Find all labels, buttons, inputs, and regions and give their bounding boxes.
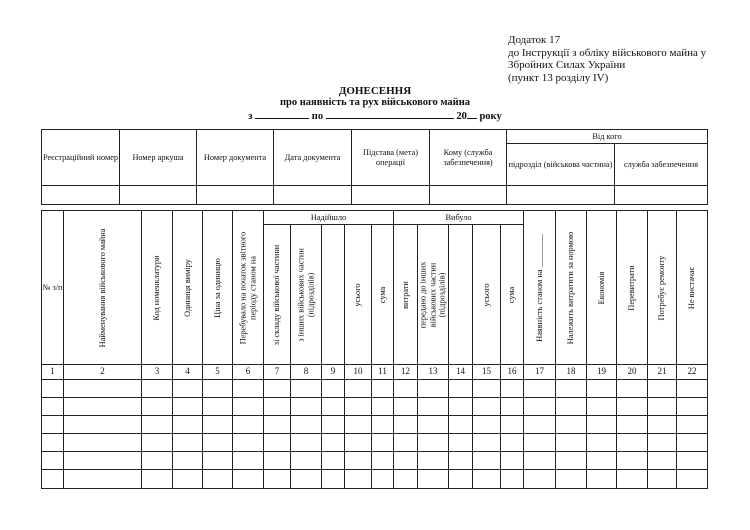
entry-cell[interactable]: [372, 380, 394, 398]
entry-cell[interactable]: [394, 434, 418, 452]
entry-cell[interactable]: [372, 398, 394, 416]
entry-cell[interactable]: [587, 452, 617, 470]
entry-cell[interactable]: [524, 380, 556, 398]
header-unit-price: Ціна за одиницю: [203, 211, 233, 365]
entry-cell[interactable]: [524, 398, 556, 416]
entry-cell[interactable]: [233, 380, 264, 398]
header-property-name: [64, 211, 142, 365]
entry-cell[interactable]: [322, 452, 345, 470]
entry-cell[interactable]: [173, 380, 203, 398]
column-number: 9: [322, 365, 345, 380]
entry-cell[interactable]: [203, 470, 233, 489]
header-norm-expense: Належить витратити за нормою: [556, 211, 587, 365]
column-number: 21: [648, 365, 677, 380]
header-disposed-expense: витрати: [394, 225, 418, 365]
column-number: 5: [203, 365, 233, 380]
column-number: 3: [142, 365, 173, 380]
entry-cell[interactable]: [617, 416, 648, 434]
table-row: [42, 398, 708, 416]
entry-cell[interactable]: [418, 380, 449, 398]
header-disposed-total: усього: [473, 225, 501, 365]
entry-cell[interactable]: [394, 398, 418, 416]
entry-cell[interactable]: [345, 452, 372, 470]
column-number: 8: [291, 365, 322, 380]
entry-cell[interactable]: [677, 470, 708, 489]
header-to-whom: Кому (служба забезпечення): [430, 130, 507, 186]
appendix-line-1: Додаток 17: [508, 34, 561, 46]
entry-cell[interactable]: [264, 416, 291, 434]
column-number: 6: [233, 365, 264, 380]
header-received-other: з інших військових частин (підрозділів): [291, 225, 322, 365]
entry-cell[interactable]: [501, 380, 524, 398]
entry-cell[interactable]: [64, 452, 142, 470]
entry-cell[interactable]: [233, 398, 264, 416]
entry-cell[interactable]: [173, 470, 203, 489]
entry-cell[interactable]: [203, 398, 233, 416]
entry-cell[interactable]: [556, 452, 587, 470]
entry-cell[interactable]: [264, 434, 291, 452]
header-opening-balance: Перебувало на початок звітного періоду станом на: [233, 211, 264, 365]
column-number: 4: [173, 365, 203, 380]
document-table: [41, 129, 708, 205]
entry-cell[interactable]: [345, 434, 372, 452]
entry-cell[interactable]: [203, 452, 233, 470]
header-from-service: служба забезпечення: [615, 144, 708, 186]
entry-cell[interactable]: [648, 470, 677, 489]
entry-cell[interactable]: [322, 398, 345, 416]
entry-cell[interactable]: [264, 452, 291, 470]
column-number: 11: [372, 365, 394, 380]
header-balance-as-of: Наявність станом на ________: [524, 211, 556, 365]
appendix-line-4: (пункт 13 розділу IV): [508, 71, 609, 84]
entry-cell[interactable]: [142, 416, 173, 434]
entry-cell[interactable]: [173, 398, 203, 416]
entry-cell[interactable]: [648, 416, 677, 434]
report-period: [0, 109, 750, 123]
document-entry-row: [42, 186, 708, 205]
entry-cell[interactable]: [142, 470, 173, 489]
entry-cell[interactable]: [322, 416, 345, 434]
entry-cell[interactable]: [449, 380, 473, 398]
entry-cell[interactable]: [587, 380, 617, 398]
entry-cell[interactable]: [345, 416, 372, 434]
period-from-label: з: [248, 111, 253, 122]
header-document-number: Номер документа: [197, 130, 274, 186]
header-registration-number: Реєстраційний номер: [42, 130, 120, 186]
entry-cell[interactable]: [173, 452, 203, 470]
header-from-unit: підрозділ (військова частина): [507, 144, 615, 186]
entry-cell[interactable]: [587, 434, 617, 452]
entry-cell[interactable]: [120, 186, 197, 205]
entry-cell[interactable]: [233, 452, 264, 470]
entry-cell[interactable]: [42, 416, 64, 434]
column-number: 10: [345, 365, 372, 380]
entry-cell[interactable]: [394, 452, 418, 470]
entry-cell[interactable]: [473, 434, 501, 452]
entry-cell[interactable]: [617, 470, 648, 489]
entry-cell[interactable]: [617, 398, 648, 416]
entry-cell[interactable]: [648, 452, 677, 470]
entry-cell[interactable]: [648, 398, 677, 416]
entry-cell[interactable]: [556, 398, 587, 416]
column-number: 14: [449, 365, 473, 380]
entry-cell[interactable]: [418, 416, 449, 434]
entry-cell[interactable]: [173, 416, 203, 434]
entry-cell[interactable]: [617, 452, 648, 470]
entry-cell[interactable]: [42, 452, 64, 470]
entry-cell[interactable]: [418, 398, 449, 416]
entry-cell[interactable]: [142, 434, 173, 452]
entry-cell[interactable]: [677, 416, 708, 434]
entry-cell[interactable]: [587, 398, 617, 416]
entry-cell[interactable]: [473, 380, 501, 398]
header-document-date: Дата документа: [274, 130, 352, 186]
table-row: [42, 452, 708, 470]
period-from-blank: [255, 109, 309, 119]
report-title: [0, 85, 750, 123]
entry-cell[interactable]: [42, 398, 64, 416]
entry-cell[interactable]: [449, 416, 473, 434]
entry-cell[interactable]: [507, 186, 615, 205]
entry-cell[interactable]: [203, 380, 233, 398]
entry-cell[interactable]: [274, 186, 352, 205]
entry-cell[interactable]: [501, 398, 524, 416]
header-received-sum: сума: [372, 225, 394, 365]
entry-cell[interactable]: [449, 398, 473, 416]
appendix-note: [508, 34, 706, 84]
column-number: 1: [42, 365, 64, 380]
entry-cell[interactable]: [142, 380, 173, 398]
entry-cell[interactable]: [501, 416, 524, 434]
entry-cell[interactable]: [291, 416, 322, 434]
entry-cell[interactable]: [372, 434, 394, 452]
entry-cell[interactable]: [203, 416, 233, 434]
entry-cell[interactable]: [501, 470, 524, 489]
entry-cell[interactable]: [291, 470, 322, 489]
header-savings: Економія: [587, 211, 617, 365]
table-row: [42, 434, 708, 452]
header-nomenclature-code: Код номенклатури: [142, 211, 173, 365]
column-number: 15: [473, 365, 501, 380]
header-sheet-number: Номер аркуша: [120, 130, 197, 186]
header-received-total: усього: [345, 225, 372, 365]
entry-cell[interactable]: [648, 434, 677, 452]
entry-cell[interactable]: [524, 416, 556, 434]
table-row: [42, 416, 708, 434]
entry-cell[interactable]: [142, 452, 173, 470]
entry-cell[interactable]: [524, 452, 556, 470]
appendix-line-3: Збройних Силах України: [508, 59, 626, 72]
appendix-line-2: до Інструкції з обліку військового майна у: [508, 46, 707, 59]
entry-cell[interactable]: [677, 380, 708, 398]
entry-cell[interactable]: [291, 452, 322, 470]
entry-cell[interactable]: [394, 470, 418, 489]
entry-cell[interactable]: [418, 434, 449, 452]
column-number-row: [42, 365, 708, 380]
column-number: 16: [501, 365, 524, 380]
period-year-blank: [467, 109, 477, 119]
table-row: [42, 380, 708, 398]
entry-cell[interactable]: [501, 452, 524, 470]
entry-cell[interactable]: [322, 470, 345, 489]
header-property-name-text: Найменування військового майна: [97, 228, 107, 347]
column-number: 13: [418, 365, 449, 380]
header-shortage: Не вистачає: [677, 211, 708, 365]
report-title-main: ДОНЕСЕННЯ: [338, 85, 412, 97]
header-row-number: № з/п: [42, 211, 64, 365]
entry-cell[interactable]: [142, 398, 173, 416]
entry-cell[interactable]: [430, 186, 507, 205]
entry-cell[interactable]: [449, 470, 473, 489]
entry-cell[interactable]: [587, 470, 617, 489]
entry-cell[interactable]: [42, 186, 120, 205]
entry-cell[interactable]: [556, 434, 587, 452]
header-disposed-group: Вибуло: [394, 211, 524, 225]
entry-cell[interactable]: [473, 398, 501, 416]
header-unit-of-measure: Одиниця виміру: [173, 211, 203, 365]
entry-cell[interactable]: [473, 416, 501, 434]
entry-cell[interactable]: [352, 186, 430, 205]
entry-cell[interactable]: [372, 416, 394, 434]
entry-cell[interactable]: [372, 470, 394, 489]
entry-cell[interactable]: [291, 380, 322, 398]
entry-cell[interactable]: [64, 434, 142, 452]
report-title-subtitle: про наявність та рух військового майна: [279, 97, 471, 108]
column-number: 12: [394, 365, 418, 380]
column-number: 2: [64, 365, 142, 380]
entry-cell[interactable]: [556, 380, 587, 398]
entry-cell[interactable]: [345, 398, 372, 416]
entry-cell[interactable]: [173, 434, 203, 452]
header-from-whom: Від кого: [507, 130, 708, 144]
entry-cell[interactable]: [648, 380, 677, 398]
entry-cell[interactable]: [291, 434, 322, 452]
column-number: 17: [524, 365, 556, 380]
entry-cell[interactable]: [64, 398, 142, 416]
column-number: 20: [617, 365, 648, 380]
entry-cell[interactable]: [677, 452, 708, 470]
property-table: [41, 210, 708, 489]
entry-cell[interactable]: [394, 416, 418, 434]
table-row: [42, 470, 708, 489]
entry-cell[interactable]: [524, 434, 556, 452]
entry-cell[interactable]: [233, 416, 264, 434]
entry-cell[interactable]: [264, 380, 291, 398]
header-needs-repair: Потребує ремонту: [648, 211, 677, 365]
entry-cell[interactable]: [615, 186, 708, 205]
entry-cell[interactable]: [345, 470, 372, 489]
header-received-own: зі складу військової частини: [264, 225, 291, 365]
entry-cell[interactable]: [372, 452, 394, 470]
entry-cell[interactable]: [677, 434, 708, 452]
entry-cell[interactable]: [203, 434, 233, 452]
entry-cell[interactable]: [264, 470, 291, 489]
entry-cell[interactable]: [233, 434, 264, 452]
column-number: 18: [556, 365, 587, 380]
entry-cell[interactable]: [449, 434, 473, 452]
header-disposed-sum: сума: [501, 225, 524, 365]
entry-cell[interactable]: [291, 398, 322, 416]
entry-cell[interactable]: [418, 452, 449, 470]
entry-cell[interactable]: [64, 416, 142, 434]
header-overspending: Перевитрати: [617, 211, 648, 365]
entry-cell[interactable]: [42, 434, 64, 452]
entry-cell[interactable]: [64, 470, 142, 489]
entry-cell[interactable]: [197, 186, 274, 205]
column-number: 19: [587, 365, 617, 380]
period-to-blank: [326, 109, 454, 119]
entry-cell[interactable]: [473, 452, 501, 470]
entry-cell[interactable]: [449, 452, 473, 470]
entry-cell[interactable]: [524, 470, 556, 489]
entry-cell[interactable]: [556, 416, 587, 434]
entry-cell[interactable]: [322, 380, 345, 398]
period-to-label: по: [311, 111, 324, 122]
column-number: 7: [264, 365, 291, 380]
header-received-empty: [322, 225, 345, 365]
header-disposed-transferred: передано до інших військових частин (підрозділів): [418, 225, 449, 365]
period-year-prefix: 20: [456, 111, 467, 122]
period-year-suffix: року: [479, 111, 502, 122]
column-number: 22: [677, 365, 708, 380]
entry-cell[interactable]: [322, 434, 345, 452]
entry-cell[interactable]: [418, 470, 449, 489]
entry-cell[interactable]: [264, 398, 291, 416]
entry-cell[interactable]: [617, 380, 648, 398]
entry-cell[interactable]: [587, 416, 617, 434]
header-disposed-empty: [449, 225, 473, 365]
entry-cell[interactable]: [233, 470, 264, 489]
entry-cell[interactable]: [677, 398, 708, 416]
entry-cell[interactable]: [617, 434, 648, 452]
entry-cell[interactable]: [501, 434, 524, 452]
entry-cell[interactable]: [473, 470, 501, 489]
entry-cell[interactable]: [64, 380, 142, 398]
entry-cell[interactable]: [394, 380, 418, 398]
header-received-group: Надійшло: [264, 211, 394, 225]
entry-cell[interactable]: [345, 380, 372, 398]
header-operation-basis: Підстава (мета) операції: [352, 130, 430, 186]
entry-cell[interactable]: [42, 380, 64, 398]
entry-cell[interactable]: [42, 470, 64, 489]
entry-cell[interactable]: [556, 470, 587, 489]
